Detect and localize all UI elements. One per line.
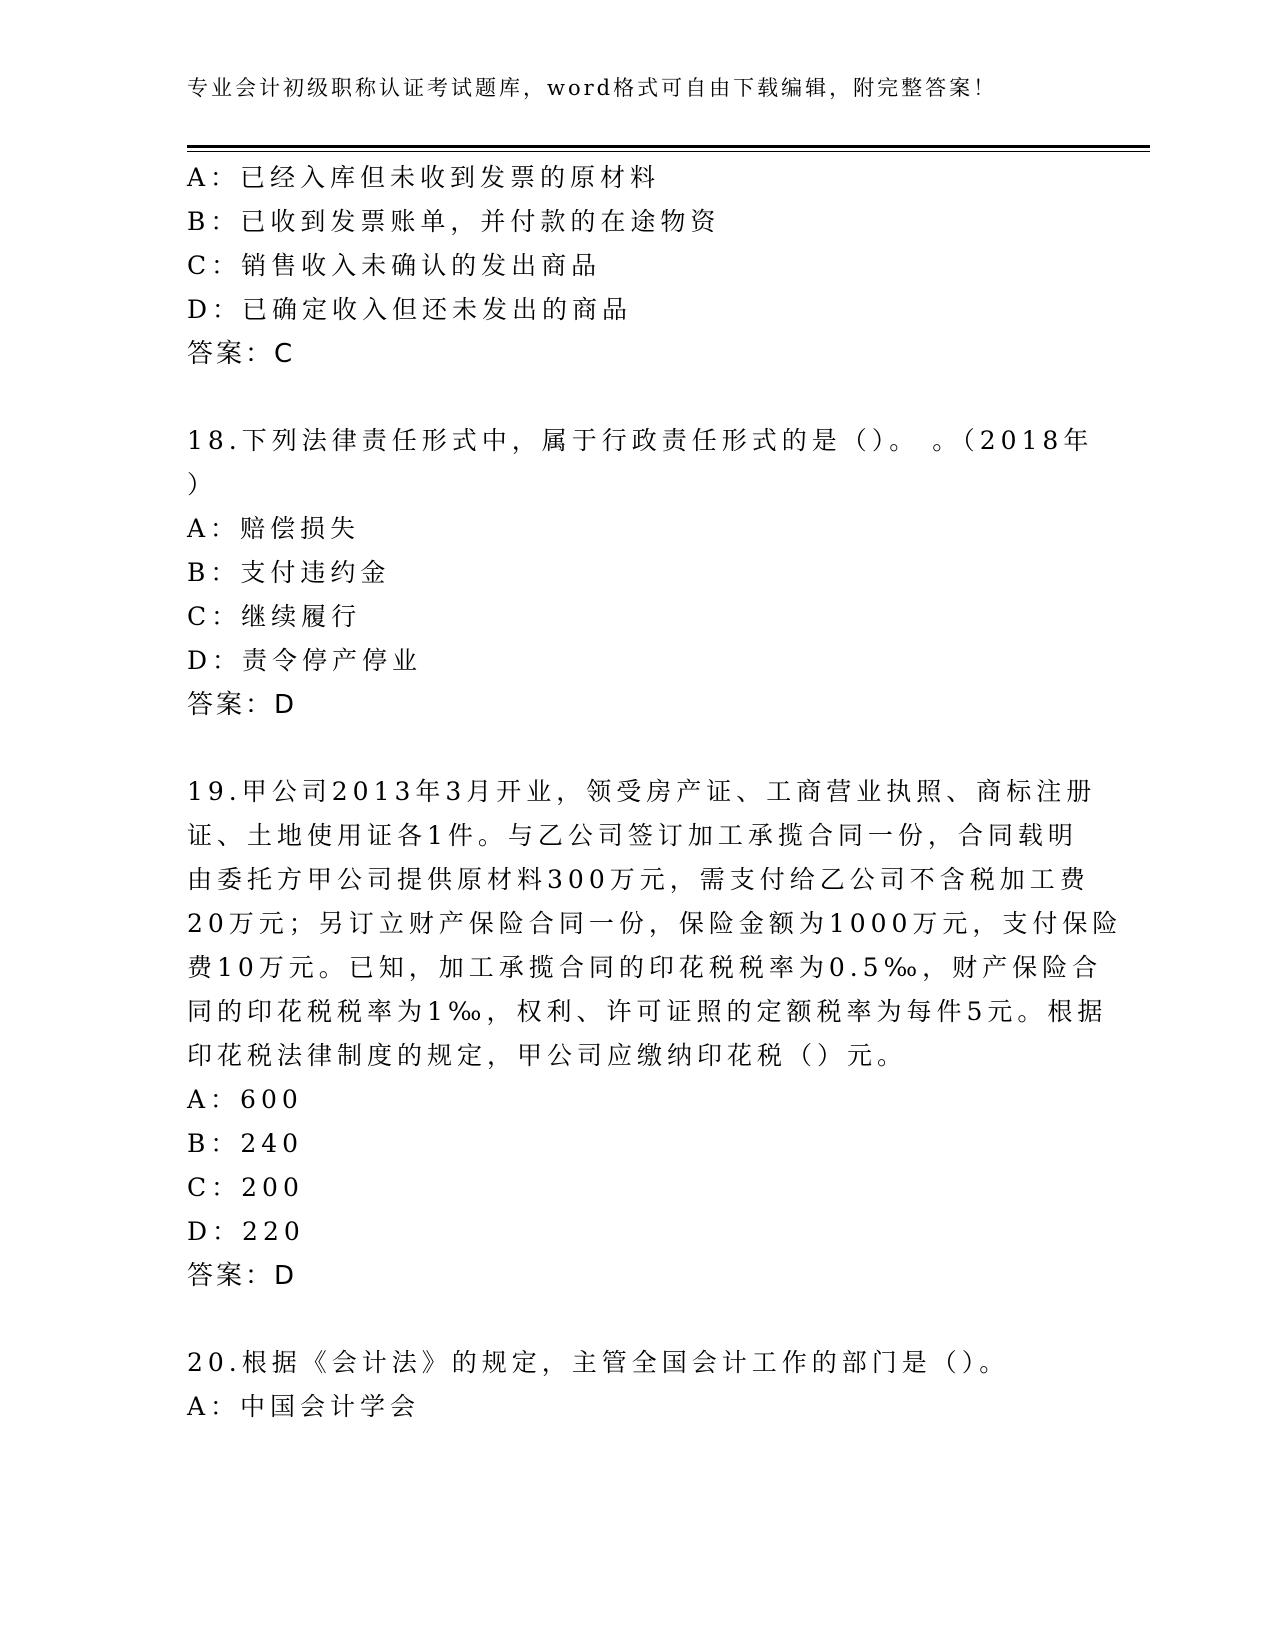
q19-stem-line-1: 19.甲公司2013年3月开业，领受房产证、工商营业执照、商标注册 bbox=[187, 777, 1097, 806]
q19-stem-line-7: 印花税法律制度的规定，甲公司应缴纳印花税（）元。 bbox=[187, 1041, 908, 1070]
q17-option-a: A：已经入库但未收到发票的原材料 bbox=[187, 163, 661, 192]
q18-option-c: C：继续履行 bbox=[187, 602, 362, 631]
q19-option-d: D：220 bbox=[187, 1217, 305, 1246]
q17-answer: 答案：C bbox=[187, 339, 296, 369]
q18-option-d: D：责令停产停业 bbox=[187, 646, 423, 675]
q18-option-b: B：支付违约金 bbox=[187, 558, 391, 587]
page-header: 专业会计初级职称认证考试题库，word格式可自由下载编辑，附完整答案！ bbox=[187, 76, 998, 100]
q18-option-a: A：赔偿损失 bbox=[187, 514, 361, 543]
q18-answer: 答案：D bbox=[187, 690, 298, 720]
q18-stem-line-2: ） bbox=[187, 470, 218, 499]
q17-option-b: B：已收到发票账单，并付款的在途物资 bbox=[187, 207, 721, 236]
q20-stem-line-1: 20.根据《会计法》的规定，主管全国会计工作的部门是（）。 bbox=[187, 1348, 1010, 1377]
q19-stem-line-3: 由委托方甲公司提供原材料300万元，需支付给乙公司不含税加工费 bbox=[187, 865, 1090, 894]
q19-stem-line-4: 20万元；另订立财产保险合同一份，保险金额为1000万元，支付保险 bbox=[187, 909, 1123, 938]
q19-option-c: C：200 bbox=[187, 1173, 304, 1202]
q19-stem-line-6: 同的印花税税率为1‰，权利、许可证照的定额税率为每件5元。根据 bbox=[187, 997, 1108, 1026]
q20-option-a: A：中国会计学会 bbox=[187, 1392, 421, 1421]
q19-stem-line-5: 费10万元。已知，加工承揽合同的印花税税率为0.5‰，财产保险合 bbox=[187, 953, 1103, 982]
q17-option-d: D：已确定收入但还未发出的商品 bbox=[187, 295, 633, 324]
q19-option-b: B：240 bbox=[187, 1129, 304, 1158]
q19-option-a: A：600 bbox=[187, 1085, 303, 1114]
q19-answer: 答案：D bbox=[187, 1261, 298, 1291]
header-rule-thin bbox=[187, 151, 1150, 152]
q19-stem-line-2: 证、土地使用证各1件。与乙公司签订加工承揽合同一份，合同载明 bbox=[187, 821, 1078, 850]
q17-option-c: C：销售收入未确认的发出商品 bbox=[187, 251, 602, 280]
q18-stem-line-1: 18.下列法律责任形式中，属于行政责任形式的是（）。 。（2018年 bbox=[187, 426, 1094, 455]
header-rule-thick bbox=[187, 145, 1150, 148]
